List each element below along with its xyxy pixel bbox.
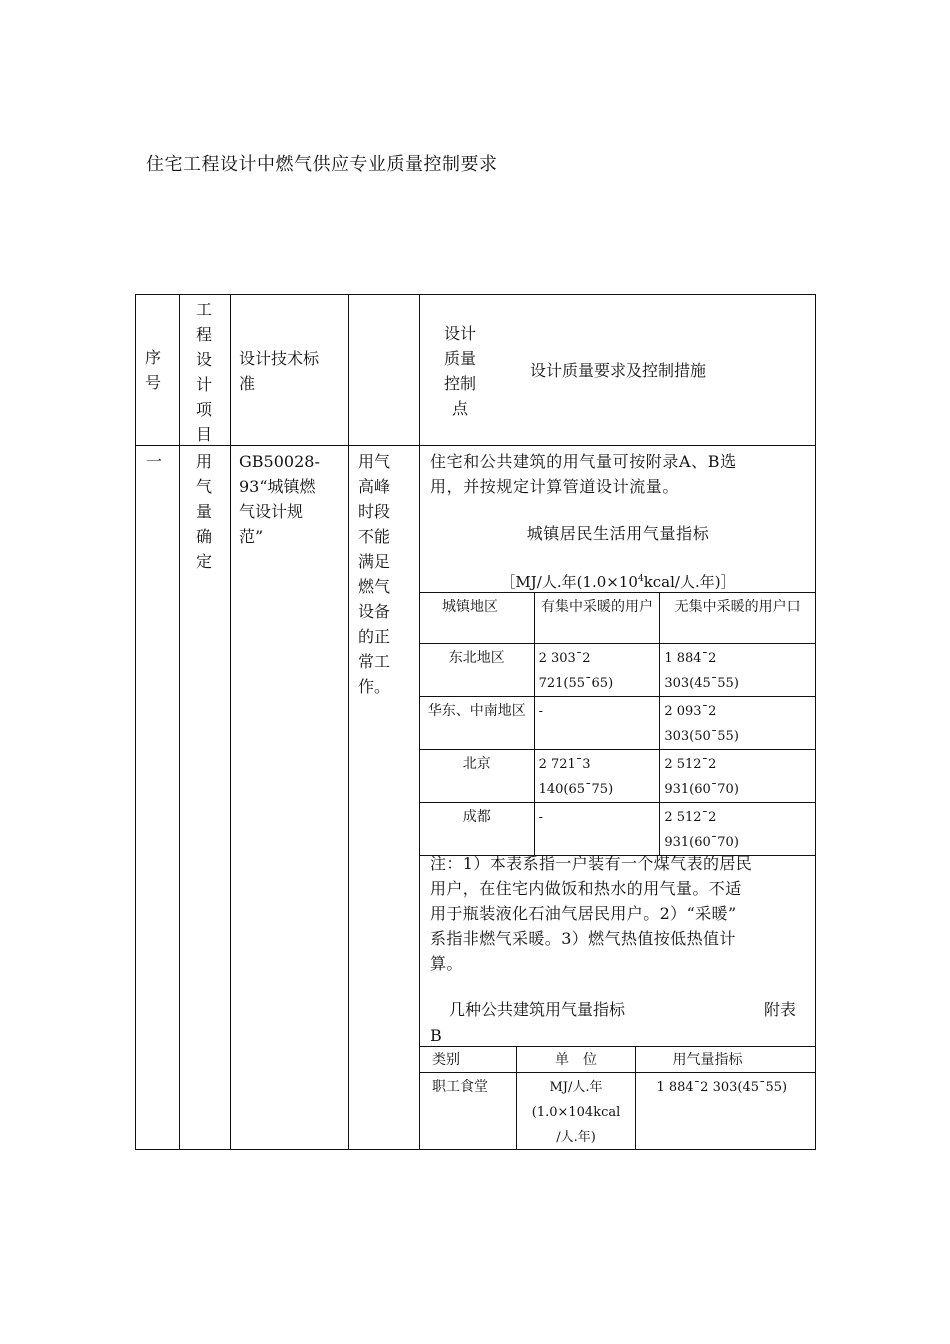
th-category: 类别 (420, 1047, 517, 1073)
table-header-row (420, 1047, 816, 1073)
td-category: 职工食堂 (420, 1073, 517, 1151)
public-building-gas-table (419, 1046, 816, 1150)
td-no-central: 2 093¯2 303(50¯55) (660, 697, 816, 750)
td-region: 成都 (420, 803, 535, 856)
row-control-point: 用气 高峰 时段 不能 满足 燃气 设备 的正 常工 作。 (358, 452, 391, 696)
td-region: 北京 (420, 750, 535, 803)
th-central-heating: 有集中采暖的用户 (534, 593, 660, 644)
table-row (420, 750, 816, 803)
table-row (420, 1073, 816, 1151)
header-item: 工 程 设 计 项 目 (195, 300, 212, 444)
td-no-central: 2 512¯2 931(60¯70) (660, 750, 816, 803)
table-note: 注：1）本表系指一户装有一个煤气表的居民 用户，在住宅内做饭和热水的用气量。不适 用于瓶装液化石油气居民用户。2）“采暖” 系指非燃气采暖。3）燃气热值按低热值计 算。 (430, 854, 753, 973)
row-standard: GB50028- 93“城镇燃 气设计规 范” (239, 452, 320, 546)
header-control-point: 设计 质量 控制 点 (443, 324, 476, 418)
td-no-central: 2 512¯2 931(60¯70) (660, 803, 816, 856)
table2-appendix: 附表 (764, 1000, 797, 1019)
row-item: 用 气 量 确 定 (195, 452, 212, 571)
table1-unit-suffix: kcal/人.年)］ (643, 573, 736, 591)
table2-title: 几种公共建筑用气量指标 (449, 1000, 626, 1019)
td-central: 2 303¯2 721(55¯65) (534, 644, 660, 697)
quality-control-table (135, 294, 816, 1150)
header-standard: 设计技术标 准 (239, 349, 320, 393)
td-central: - (534, 803, 660, 856)
header-divider (136, 445, 815, 446)
th-unit: 单 位 (516, 1047, 636, 1073)
col-divider (230, 295, 231, 1149)
table1-unit-sup: 4 (637, 574, 644, 584)
td-no-central: 1 884¯2 303(45¯55) (660, 644, 816, 697)
header-seq: 序 号 (144, 348, 161, 392)
td-central: 2 721¯3 140(65¯75) (534, 750, 660, 803)
td-indicator: 1 884¯2 303(45¯55) (636, 1073, 816, 1151)
intro-text: 住宅和公共建筑的用气量可按附录A、B选 用，并按规定计算管道设计流量。 (430, 452, 737, 496)
th-region: 城镇地区 (420, 593, 535, 644)
th-indicator: 用气量指标 (636, 1047, 816, 1073)
table1-unit (420, 567, 816, 595)
table1-title: 城镇居民生活用气量指标 (526, 524, 710, 543)
document-title: 住宅工程设计中燃气供应专业质量控制要求 (146, 154, 498, 175)
table-row (420, 697, 816, 750)
td-region: 华东、中南地区 (420, 697, 535, 750)
th-no-central-heating: 无集中采暖的用户口 (660, 593, 816, 644)
table2-appendix-letter: B (430, 1026, 442, 1045)
row-seq: 一 (146, 452, 163, 471)
col-divider (348, 295, 349, 1149)
td-unit: MJ/人.年 (1.0×104kcal /人.年) (516, 1073, 636, 1151)
table-row (420, 803, 816, 856)
header-measures: 设计质量要求及控制措施 (529, 361, 706, 380)
td-central: - (534, 697, 660, 750)
table-header-row (420, 593, 816, 644)
col-divider (179, 295, 180, 1149)
td-region: 东北地区 (420, 644, 535, 697)
table-row (420, 644, 816, 697)
residential-gas-table (419, 592, 816, 856)
table1-unit-prefix: ［MJ/人.年(1.0×10 (500, 573, 638, 591)
